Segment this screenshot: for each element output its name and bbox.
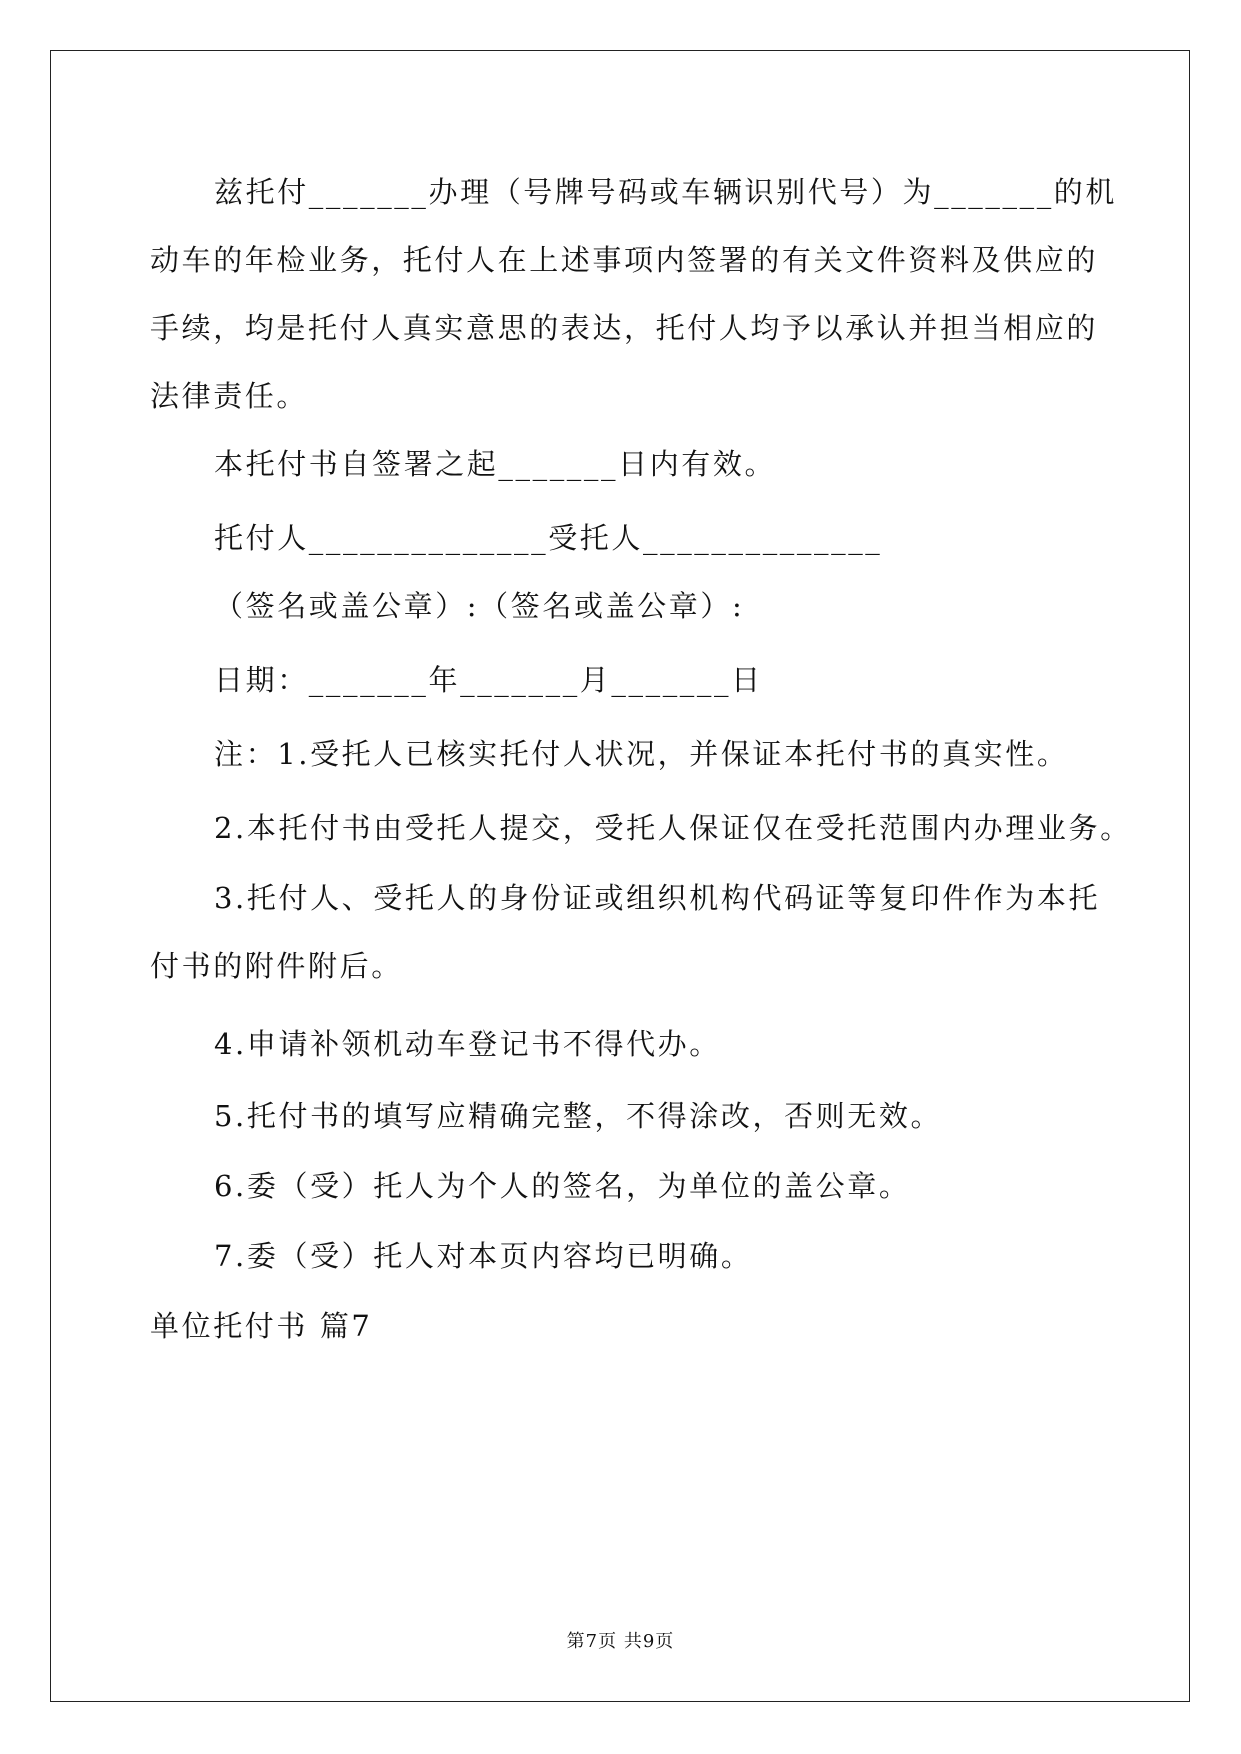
paragraph-line: 手续，均是托付人真实意思的表达，托付人均予以承认并担当相应的 [150,311,1099,345]
note-item: 2.本托付书由受托人提交，受托人保证仅在受托范围内办理业务。 [214,811,1132,845]
validity-line: 本托付书自签署之起_______日内有效。 [214,447,777,481]
date-line: 日期：_______年_______月_______日 [214,663,763,697]
note-item: 4.申请补领机动车登记书不得代办。 [214,1027,721,1061]
signatories-line: 托付人______________受托人______________ [214,521,883,555]
page-border [50,50,1190,1702]
note-item-continued: 付书的附件附后。 [150,949,403,983]
paragraph-line: 兹托付_______办理（号牌号码或车辆识别代号）为_______的机 [214,175,1118,209]
note-item: 6.委（受）托人为个人的签名，为单位的盖公章。 [214,1169,911,1203]
signature-note-line: （签名或盖公章）:（签名或盖公章）: [214,589,745,623]
note-item: 5.托付书的填写应精确完整，不得涂改，否则无效。 [214,1099,943,1133]
paragraph-line: 动车的年检业务，托付人在上述事项内签署的有关文件资料及供应的 [150,243,1099,277]
page-footer: 第7页 共9页 [566,1631,675,1652]
paragraph-line: 法律责任。 [150,379,309,413]
section-heading: 单位托付书 篇7 [150,1309,373,1343]
note-item: 7.委（受）托人对本页内容均已明确。 [214,1239,753,1273]
note-item: 3.托付人、受托人的身份证或组织机构代码证等复印件作为本托 [214,881,1101,915]
note-item: 注：1.受托人已核实托付人状况，并保证本托付书的真实性。 [214,737,1069,771]
